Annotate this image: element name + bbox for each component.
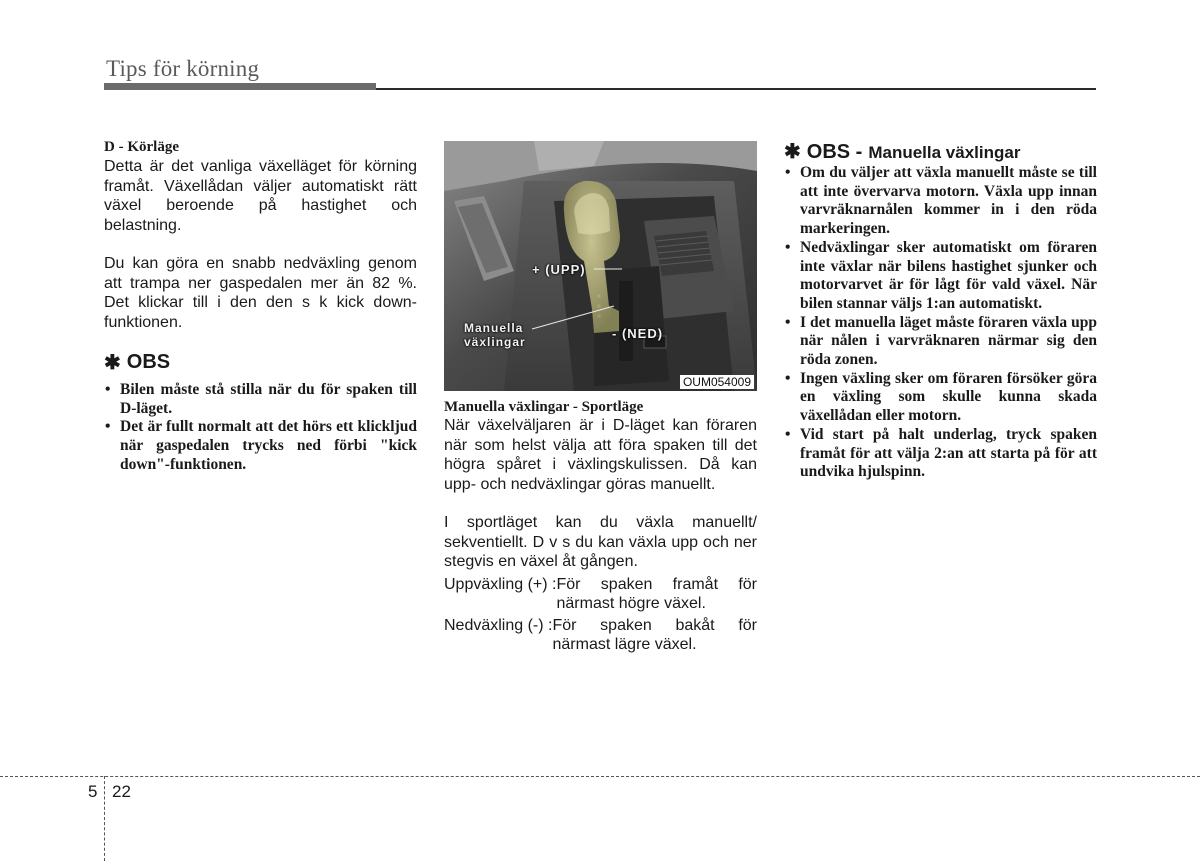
obs-manual-heading-subtitle: Manuella växlingar [868, 143, 1021, 162]
callout-manual-line2: växlingar [464, 335, 526, 349]
footer-vertical-divider [104, 776, 105, 861]
obs-manual-list [784, 164, 1097, 482]
gear-shifter-photo [444, 141, 757, 391]
obs-item-text: Det är fullt normalt att det hörs ett klickljud när gaspedalen trycks ned förbi "kick down"-funktionen. [120, 418, 417, 473]
obs-item [784, 239, 1097, 314]
section-heading-d-mode: D - Körläge [104, 139, 179, 155]
paragraph-sport-mode: När växelväljaren är i D-läget kan föraren när som helst välja att föra spaken till det högra spåret i växlingskulissen. Då kan upp- och nedväxlingar göras manuellt. [444, 417, 757, 493]
footer-divider [0, 776, 1200, 777]
asterisk-icon: ✱ [104, 352, 121, 374]
callout-manual-line1: Manuella [464, 321, 524, 335]
column-left [104, 139, 417, 475]
obs-item [784, 426, 1097, 482]
obs-item [784, 164, 1097, 239]
downshift-text: För spaken bakåt för närmast lägre växel. [552, 616, 757, 653]
gear-shifter-illustration [444, 141, 757, 391]
bullet-icon: • [785, 313, 791, 331]
bullet-icon: • [785, 425, 791, 443]
obs-manual-heading-label: OBS - [806, 141, 863, 163]
obs-item-text: Bilen måste stå stilla när du för spaken till D-läget. [120, 381, 417, 417]
obs-item [784, 314, 1097, 370]
paragraph-kick-down: Du kan göra en snabb nedväxling genom att trampa ner gaspedalen mer än 82 %. Det klickar till i den den s k kick down-funktionen. [104, 255, 417, 331]
bullet-icon: • [785, 238, 791, 256]
obs-item-text: Vid start på halt underlag, tryck spaken framåt för att välja 2:an att starta på för att undvika hjulspinn. [800, 425, 1097, 481]
header-rule-thin [376, 88, 1096, 90]
column-right [784, 139, 1097, 482]
obs-item-text: Nedväxlingar sker automatiskt om föraren inte växlar när bilens hastighet sjunker och motorvarvet är för lågt för vald växel. När bilen stannar väljs 1:an automatiskt. [800, 238, 1097, 312]
header-rule-thick [104, 83, 376, 90]
bullet-icon: • [105, 418, 111, 436]
section-number: 5 [88, 782, 98, 801]
bullet-icon: • [785, 164, 791, 181]
obs-item [784, 370, 1097, 426]
upshift-label: Uppväxling (+) : [444, 575, 557, 593]
page-header-title: Tips för körning [106, 56, 260, 81]
callout-up: + (UPP) [532, 262, 586, 277]
obs-item [104, 381, 417, 418]
section-heading-sport-mode: Manuella växlingar - Sportläge [444, 399, 644, 415]
paragraph-d-mode: Detta är det vanliga växelläget för körning framåt. Växellådan väljer automatiskt rätt växel beroende på hastighet och belastning. [104, 158, 417, 234]
obs-item-text: Om du väljer att växla manuellt måste se till att inte övervarva motorn. Växla upp innan varvräknarnålen kommer in i den röda markeringen. [800, 164, 1097, 238]
column-middle [444, 141, 757, 655]
callout-down: - (NED) [612, 326, 664, 341]
obs-item [104, 418, 417, 474]
obs-heading-label: OBS [126, 351, 171, 373]
page-number: 22 [112, 782, 131, 801]
obs-item-text: Ingen växling sker om föraren försöker göra en växling som skulle kunna skada växellådan eller motorn. [800, 369, 1097, 425]
obs-list [104, 381, 417, 475]
paragraph-sequential: I sportläget kan du växla manuellt/ sekventiellt. D v s du kan växla upp och ner stegvis en växel åt gången. [444, 514, 757, 570]
downshift-row [444, 616, 757, 655]
figure-code: OUM054009 [680, 375, 754, 389]
upshift-text: För spaken framåt för närmast högre växel. [556, 575, 757, 612]
obs-manual-heading [784, 139, 1097, 164]
downshift-label: Nedväxling (-) : [444, 616, 553, 634]
obs-item-text: I det manuella läget måste föraren växla upp när nålen i varvräknaren närmar sig den röda zonen. [800, 313, 1097, 369]
bullet-icon: • [105, 381, 111, 398]
asterisk-icon: ✱ [784, 141, 801, 163]
upshift-row [444, 575, 757, 614]
obs-heading [104, 350, 417, 375]
bullet-icon: • [785, 369, 791, 387]
